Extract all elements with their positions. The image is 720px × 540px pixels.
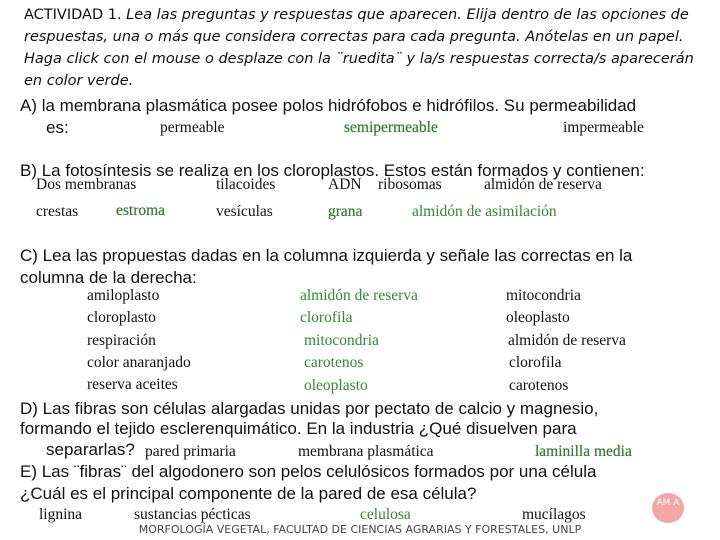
question-c-line1: C) Lea las propuestas dadas en la columna izquierda y señale las correctas en la	[20, 246, 633, 265]
c-right-item[interactable]: oleoplasto	[506, 309, 570, 326]
option-a-semipermeable[interactable]: semipermeable	[344, 119, 438, 136]
c-left-item: amiloplasto	[87, 287, 160, 304]
option-e-lignina[interactable]: lignina	[39, 506, 83, 523]
question-a-line1: A) la membrana plasmática posee polos hidrófobos e hidrófilos. Su permeabilidad	[20, 96, 637, 115]
footer-credit: MORFOLOGÍA VEGETAL, FACULTAD DE CIENCIAS AGRARIAS Y FORESTALES, UNLP	[138, 523, 582, 536]
activity-title: ACTIVIDAD 1.	[24, 7, 122, 23]
option-b-adn[interactable]: ADN	[328, 176, 362, 193]
c-right-item[interactable]: carotenos	[509, 377, 569, 394]
c-middle-item[interactable]: clorofila	[300, 309, 353, 326]
option-d-membrana-plasmatica[interactable]: membrana plasmática	[298, 443, 434, 460]
c-left-item: respiración	[87, 332, 156, 349]
option-b-almidon-reserva[interactable]: almidón de reserva	[484, 176, 602, 193]
question-d-line2: formando el tejido esclerenquimático. En la industria ¿Qué disuelven para	[20, 419, 577, 438]
instructions-text: Lea las preguntas y respuestas que aparecen. Elija dentro de las opciones de respuestas, una o más que considera correctas para cada pregunta. Anótelas en un papel. Haga click con el mouse o desplaze con la ¨ruedita¨ y la/s respuestas correcta/s aparecerán en color verde.	[24, 7, 694, 89]
instructions-block	[24, 4, 704, 92]
c-middle-item[interactable]: almidón de reserva	[300, 287, 418, 304]
c-middle-item[interactable]: oleoplasto	[304, 377, 368, 394]
option-b-almidon-asimilacion[interactable]: almidón de asimilación	[412, 203, 557, 220]
question-a-line2: es:	[46, 118, 69, 137]
c-left-item: cloroplasto	[87, 309, 156, 326]
option-b-grana[interactable]: grana	[328, 203, 363, 220]
option-a-impermeable[interactable]: impermeable	[563, 119, 644, 136]
option-b-estroma[interactable]: estroma	[116, 202, 166, 219]
option-b-crestas[interactable]: crestas	[36, 203, 79, 220]
question-b-text: B) La fotosíntesis se realiza en los cloroplastos. Estos están formados y contienen:	[20, 161, 645, 180]
option-b-tilacoides[interactable]: tilacoides	[216, 176, 276, 193]
question-d-line3: separarlas?	[46, 440, 135, 459]
question-d-line1: D) Las fibras son células alargadas unidas por pectato de calcio y magnesio,	[20, 399, 599, 418]
c-left-item: color anaranjado	[87, 354, 191, 371]
c-middle-item[interactable]: carotenos	[304, 354, 364, 371]
question-c-line2: columna de la derecha:	[20, 268, 197, 287]
question-e-line1: E) Las ¨fibras¨ del algodonero son pelos celulósicos formados por una célula	[20, 462, 597, 481]
c-right-item[interactable]: almidón de reserva	[508, 332, 626, 349]
c-middle-item[interactable]: mitocondria	[304, 332, 379, 349]
question-e-line2: ¿Cuál es el principal componente de la pared de esa célula?	[20, 484, 477, 503]
option-b-ribosomas[interactable]: ribosomas	[378, 176, 442, 193]
option-b-vesiculas[interactable]: vesículas	[216, 203, 273, 220]
c-right-item[interactable]: mitocondria	[506, 287, 581, 304]
option-a-permeable[interactable]: permeable	[160, 119, 225, 136]
c-right-item[interactable]: clorofila	[509, 354, 562, 371]
option-e-sustancias-pecticas[interactable]: sustancias pécticas	[134, 506, 251, 523]
option-e-mucilagos[interactable]: mucílagos	[522, 506, 586, 523]
option-e-celulosa[interactable]: celulosa	[360, 506, 411, 523]
c-left-item: reserva aceites	[87, 376, 178, 393]
option-b-dos-membranas[interactable]: Dos membranas	[36, 176, 137, 193]
option-d-pared-primaria[interactable]: pared primaria	[145, 443, 236, 460]
author-badge: AM A	[652, 493, 684, 523]
option-d-laminilla-media[interactable]: laminilla media	[535, 443, 632, 460]
